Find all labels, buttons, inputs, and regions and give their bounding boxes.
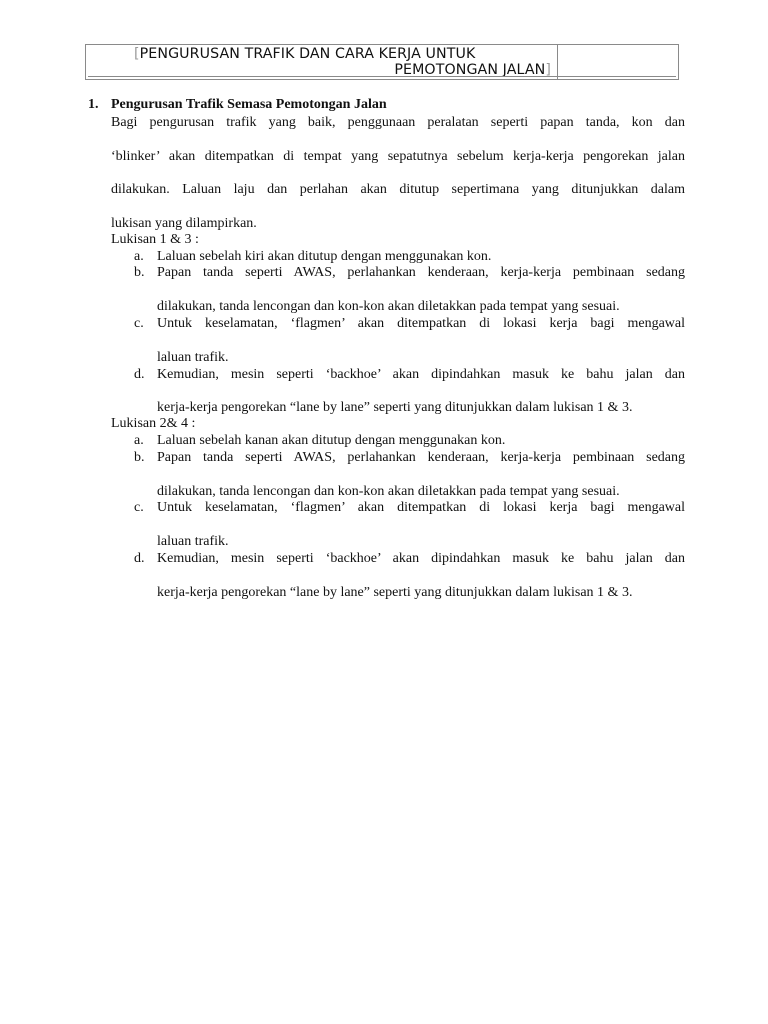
intro-line-1: Bagi pengurusan trafik yang baik, penggunaan peralatan seperti papan tanda, kon dan — [111, 115, 685, 130]
intro-line-4: lukisan yang dilampirkan. — [111, 216, 257, 231]
group1-item-c-line2: laluan trafik. — [157, 350, 229, 365]
group1-item-b-line1: Papan tanda seperti AWAS, perlahankan kenderaan, kerja-kerja pembinaan sedang — [157, 265, 685, 280]
group1-item-a-text: Laluan sebelah kiri akan ditutup dengan menggunakan kon. — [157, 249, 492, 264]
group2-item-b-line2: dilakukan, tanda lencongan dan kon-kon akan diletakkan pada tempat yang sesuai. — [157, 484, 620, 499]
group1-item-d-line1: Kemudian, mesin seperti ‘backhoe’ akan dipindahkan masuk ke bahu jalan dan — [157, 367, 685, 382]
group2-item-d-letter: d. — [134, 551, 145, 566]
group1-item-b-line2: dilakukan, tanda lencongan dan kon-kon akan diletakkan pada tempat yang sesuai. — [157, 299, 620, 314]
header-title-cell — [86, 45, 558, 79]
group2-label: Lukisan 2& 4 : — [111, 416, 196, 431]
group2-item-a-text: Laluan sebelah kanan akan ditutup dengan menggunakan kon. — [157, 433, 506, 448]
header-empty-cell — [558, 45, 678, 79]
group1-label: Lukisan 1 & 3 : — [111, 232, 199, 247]
group1-item-d-letter: d. — [134, 367, 145, 382]
group2-item-d-line2: kerja-kerja pengorekan “lane by lane” seperti yang ditunjukkan dalam lukisan 1 & 3. — [157, 585, 633, 600]
header-title-line1: [PENGURUSAN TRAFIK DAN CARA KERJA UNTUK — [134, 46, 476, 62]
intro-line-2: ‘blinker’ akan ditempatkan di tempat yang sepatutnya sebelum kerja-kerja pengorekan jalan — [111, 149, 685, 164]
open-bracket: [ — [134, 46, 140, 62]
group1-item-c-line1: Untuk keselamatan, ‘flagmen’ akan ditempatkan di lokasi kerja bagi mengawal — [157, 316, 685, 331]
group1-item-a-letter: a. — [134, 249, 144, 264]
group1-item-b-letter: b. — [134, 265, 145, 280]
group1-item-c-letter: c. — [134, 316, 144, 331]
section-heading — [88, 97, 387, 113]
group2-item-d-line1: Kemudian, mesin seperti ‘backhoe’ akan dipindahkan masuk ke bahu jalan dan — [157, 551, 685, 566]
section-title: Pengurusan Trafik Semasa Pemotongan Jalan — [111, 97, 387, 112]
header-title-line2: PEMOTONGAN JALAN] — [394, 62, 551, 78]
group1-item-d-line2: kerja-kerja pengorekan “lane by lane” seperti yang ditunjukkan dalam lukisan 1 & 3. — [157, 400, 633, 415]
close-bracket: ] — [545, 62, 551, 78]
group2-item-b-line1: Papan tanda seperti AWAS, perlahankan kenderaan, kerja-kerja pembinaan sedang — [157, 450, 685, 465]
group2-item-c-line2: laluan trafik. — [157, 534, 229, 549]
document-header — [85, 44, 679, 80]
group2-item-a-letter: a. — [134, 433, 144, 448]
section-number: 1. — [88, 97, 99, 112]
group2-item-c-letter: c. — [134, 500, 144, 515]
intro-line-3: dilakukan. Laluan laju dan perlahan akan ditutup sepertimana yang ditunjukkan dalam — [111, 182, 685, 197]
group2-item-b-letter: b. — [134, 450, 145, 465]
group2-item-c-line1: Untuk keselamatan, ‘flagmen’ akan ditempatkan di lokasi kerja bagi mengawal — [157, 500, 685, 515]
